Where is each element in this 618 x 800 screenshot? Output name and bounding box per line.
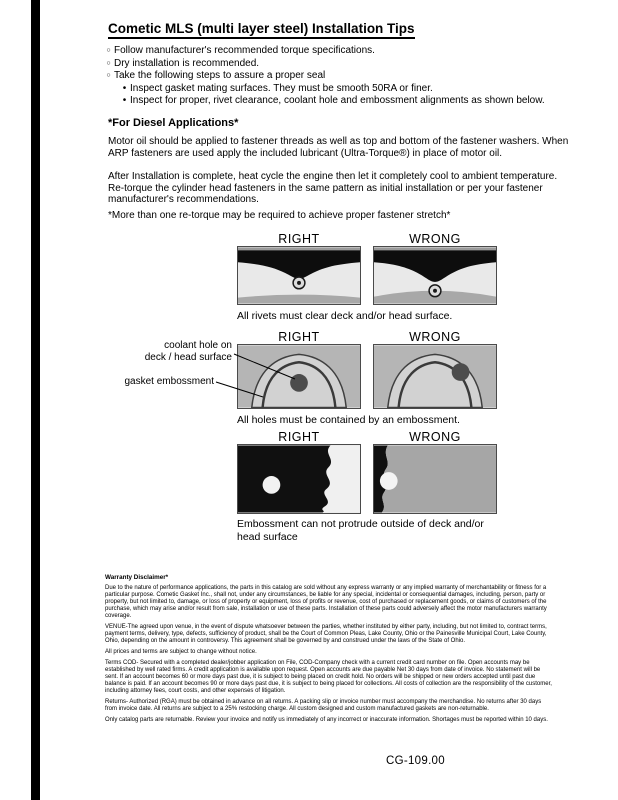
diagram-embossment-wrong (373, 444, 497, 514)
dot-bullet-icon: • (122, 95, 127, 107)
warranty-paragraph: Only catalog parts are returnable. Review your invoice and notify us immediately of any incorrect or inaccurate information. Shortages must be reported within 10 days. (105, 717, 548, 723)
embossment-hole-icon (380, 472, 398, 490)
diagram-hole-wrong (373, 344, 497, 409)
installation-tips-list (103, 45, 588, 108)
callout-line-2: deck / head surface (144, 351, 232, 363)
diagram-hole-right (237, 344, 361, 409)
hole-wrong-drawing (374, 345, 496, 408)
wrong-label-row1: WRONG (409, 232, 461, 246)
diagram-rivet-right (237, 246, 361, 305)
right-label-row2: RIGHT (278, 330, 320, 344)
embossment-hole-icon (263, 476, 281, 494)
coolant-hole-icon (290, 374, 308, 392)
diagram-embossment-right (237, 444, 361, 514)
warranty-disclaimer (105, 574, 553, 728)
warranty-paragraph: Due to the nature of performance applications, the parts in this catalog are sold without any express warranty or any implied warranty of merchantability or fitness for a particular purpose. Cometic Gasket Inc., shall not, under any circumstances, be liable for any special, incidental or consequential damages, including, person, party or property, but not limited to, damage, or loss of property or equipment, loss of profits or revenue, cost of purchased or replacement goods, or claims of customers of the purchase, which may arise and/or result from sale, installation or use of these parts. Installation of these parts could adversely affect the motor manufacturers warranty coverage. (105, 585, 547, 619)
embossment-right-drawing (238, 445, 360, 513)
wrong-label-row3: WRONG (409, 430, 461, 444)
tip-sub-item (103, 95, 588, 108)
right-label-row3: RIGHT (278, 430, 320, 444)
tip-text: Inspect for proper, rivet clearance, coolant hole and embossment alignments as shown below. (130, 95, 545, 107)
circle-bullet-icon: ○ (106, 47, 111, 54)
dot-bullet-icon: • (122, 82, 127, 94)
diagram-caption-rivets: All rivets must clear deck and/or head surface. (237, 310, 453, 322)
diesel-applications-heading: *For Diesel Applications* (108, 117, 239, 129)
tip-sub-item (103, 83, 588, 96)
diesel-paragraph-1: Motor oil should be applied to fastener threads as well as top and bottom of the fastener washers. When ARP fasteners are used apply the included lubricant (Ultra-Torque®) in place of motor oil. (108, 136, 569, 159)
warranty-paragraph: Terms COD- Secured with a completed dealer/jobber application on File, COD-Company check with a current credit card number on file. Open accounts may be established by well rated firms. A credit application is available upon request. Open accounts are due payable Net 30 days from date of invoice. No statement will be sent. If an account becomes 60 or more days past due, it is subject to being placed on credit hold. No orders will be shipped or new orders accepted until past due balance is paid. If an account becomes 90 or more days past due, it is subject to being placed for collections. All costs of collection are the responsibility of the customer, including attorney fees, court costs, and other expenses of litigation. (105, 660, 552, 694)
diagram-caption-holes: All holes must be contained by an embossment. (237, 414, 460, 426)
page-title: Cometic MLS (multi layer steel) Installation Tips (108, 21, 415, 39)
wrong-label-row2: WRONG (409, 330, 461, 344)
diesel-paragraph-2: After Installation is complete, heat cycle the engine then let it completely cool to ambient temperature. Re-torque the cylinder head fasteners in the same pattern as initial installation or per your fastener manufacturer's recommendations. (108, 171, 558, 206)
page-code: CG-109.00 (386, 755, 445, 767)
embossment-wrong-drawing (374, 445, 496, 513)
callout-line-1: coolant hole on (164, 340, 232, 351)
retorque-note: *More than one re-torque may be required to achieve proper fastener stretch* (108, 210, 451, 221)
hole-right-drawing (238, 345, 360, 408)
circle-bullet-icon: ○ (106, 72, 111, 80)
warranty-paragraph: VENUE-The agreed upon venue, in the event of dispute whatsoever between the parties, whether instituted by either party, including, but not limited to, contract terms, payment terms, delivery, type, defects, sufficiency of product, shall be the Court of Common Pleas, Lake County, Ohio or the Painesville Municipal Court, Lake County, Ohio, depending on the amount in controversy. This agreement shall be governed by and construed under the laws of the State of Ohio. (105, 624, 547, 644)
diagram-rivet-wrong (373, 246, 497, 305)
rivet-right-drawing (238, 247, 360, 304)
circle-bullet-icon: ○ (106, 59, 111, 67)
tip-item (103, 45, 588, 58)
rivet-wrong-drawing (374, 247, 496, 304)
tip-text: Inspect gasket mating surfaces. They must be smooth 50RA or finer. (130, 82, 433, 94)
warranty-paragraph: All prices and terms are subject to change without notice. (105, 649, 257, 655)
coolant-hole-icon (452, 363, 470, 381)
warranty-paragraph: Returns- Authorized (RGA) must be obtained in advance on all returns. A packing slip or invoice number must accompany the merchandise. No returns after 30 days from invoice date. All returns are subject to a 25% restocking charge. All custom designed and custom manufactured gaskets are non-returnable. (105, 699, 542, 712)
callout-coolant-hole (130, 340, 232, 363)
tip-item (103, 58, 588, 71)
diagram-caption-embossment: Embossment can not protrude outside of deck and/or head surface (237, 518, 484, 543)
callout-gasket-embossment: gasket embossment (124, 376, 214, 387)
tip-text: Follow manufacturer's recommended torque specifications. (114, 45, 375, 56)
tip-text: Take the following steps to assure a proper seal (114, 70, 326, 82)
diagram-section (0, 230, 618, 550)
warranty-heading: Warranty Disclaimer* (105, 574, 169, 581)
right-label-row1: RIGHT (278, 232, 320, 246)
tip-text: Dry installation is recommended. (114, 57, 260, 69)
tip-item (103, 70, 588, 83)
